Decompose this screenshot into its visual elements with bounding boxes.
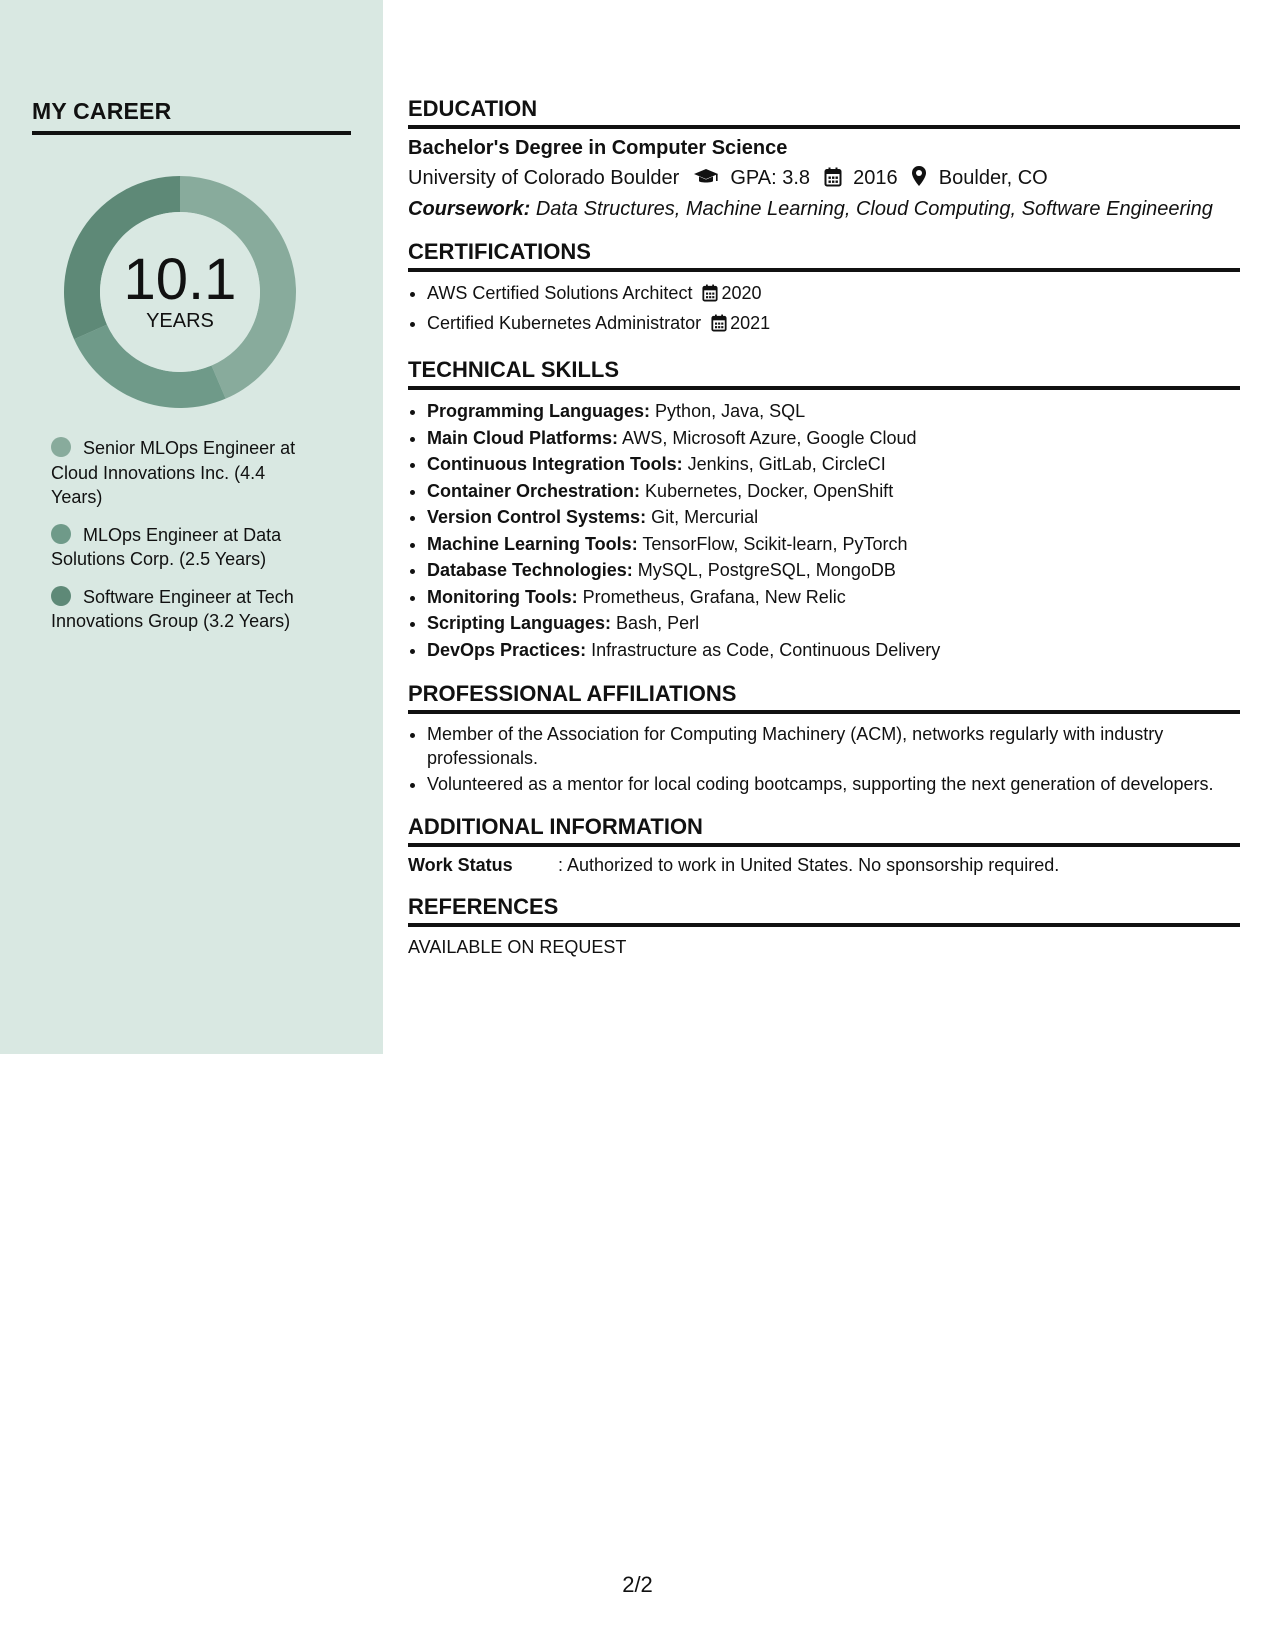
skill-value: MySQL, PostgreSQL, MongoDB xyxy=(637,560,896,580)
skill-item xyxy=(427,425,1240,452)
skill-label: Monitoring Tools: xyxy=(427,586,578,607)
skill-value: Infrastructure as Code, Continuous Delivery xyxy=(591,639,941,660)
graduation-cap-icon xyxy=(693,167,719,193)
skill-label: DevOps Practices: xyxy=(427,639,587,660)
skills-title: TECHNICAL SKILLS xyxy=(408,357,1240,390)
page-number: 2/2 xyxy=(622,1572,653,1597)
skill-label: Database Technologies: xyxy=(427,560,633,580)
skill-value: Kubernetes, Docker, OpenShift xyxy=(645,480,894,501)
career-legend-item xyxy=(51,523,321,572)
skill-label: Container Orchestration: xyxy=(427,480,641,501)
skill-item xyxy=(427,478,1240,505)
education-year: 2016 xyxy=(853,167,898,189)
skill-value: Jenkins, GitLab, CircleCI xyxy=(687,454,886,474)
additional-info-section xyxy=(408,814,1240,876)
affiliation-item: • Member of the Association for Computing Machinery (ACM), networks regularly with industry professionals. xyxy=(427,722,1240,770)
certification-item xyxy=(427,310,1240,340)
career-sidebar xyxy=(0,0,383,1054)
location-pin-icon xyxy=(911,165,927,193)
additional-info-title: ADDITIONAL INFORMATION xyxy=(408,814,1240,847)
references-section xyxy=(408,894,1240,958)
skill-value: Python, Java, SQL xyxy=(655,401,806,421)
skill-item xyxy=(427,398,1240,425)
main-content xyxy=(408,96,1240,958)
skill-item xyxy=(427,531,1240,558)
education-location: Boulder, CO xyxy=(938,167,1048,189)
skill-value: Bash, Perl xyxy=(616,613,700,633)
references-text: AVAILABLE ON REQUEST xyxy=(408,937,627,957)
career-legend-label: Software Engineer at Tech Innovations Group (3.2 Years) xyxy=(51,586,294,631)
skill-label: Version Control Systems: xyxy=(427,507,647,527)
education-school: University of Colorado Boulder xyxy=(408,167,680,189)
certification-year: 2020 xyxy=(721,283,762,303)
skill-item xyxy=(427,584,1240,611)
career-legend-item xyxy=(51,436,321,510)
skill-item xyxy=(427,451,1240,478)
legend-dot xyxy=(51,437,71,457)
certification-year: 2021 xyxy=(730,312,771,333)
affiliations-title: PROFESSIONAL AFFILIATIONS xyxy=(408,681,1240,714)
references-title: REFERENCES xyxy=(408,894,1240,927)
career-legend-label: Senior MLOps Engineer at Cloud Innovations Inc. (4.4 Years) xyxy=(51,438,296,507)
skill-item xyxy=(427,557,1240,584)
skill-label: Scripting Languages: xyxy=(427,613,612,633)
skill-value: Prometheus, Grafana, New Relic xyxy=(582,586,846,607)
education-degree: Bachelor's Degree in Computer Science xyxy=(408,137,788,159)
career-total-years: 10.1 xyxy=(123,247,237,312)
skill-label: Continuous Integration Tools: xyxy=(427,454,683,474)
calendar-icon xyxy=(711,313,727,340)
education-gpa: GPA: 3.8 xyxy=(730,167,811,189)
skills-section xyxy=(408,357,1240,663)
skill-item xyxy=(427,504,1240,531)
career-legend-label: MLOps Engineer at Data Solutions Corp. (2.5 Years) xyxy=(51,524,282,569)
skill-value: TensorFlow, Scikit-learn, PyTorch xyxy=(642,533,908,554)
skills-list xyxy=(408,398,1240,663)
career-legend xyxy=(51,436,321,647)
calendar-icon xyxy=(824,167,842,193)
skill-value: AWS, Microsoft Azure, Google Cloud xyxy=(622,427,917,448)
career-legend-item xyxy=(51,585,321,634)
certifications-section xyxy=(408,239,1240,339)
legend-dot xyxy=(51,586,71,606)
skill-label: Main Cloud Platforms: xyxy=(427,427,619,448)
work-status-label: Work Status xyxy=(408,855,513,875)
skill-item xyxy=(427,610,1240,637)
skill-label: Programming Languages: xyxy=(427,401,651,421)
education-title: EDUCATION xyxy=(408,96,1240,129)
work-status-value: : Authorized to work in United States. No sponsorship required. xyxy=(558,855,1060,875)
work-status-row xyxy=(408,855,1240,876)
legend-dot xyxy=(51,524,71,544)
skill-value: Git, Mercurial xyxy=(651,507,759,527)
affiliation-item: • Volunteered as a mentor for local coding bootcamps, supporting the next generation of developers. xyxy=(427,772,1240,796)
certifications-title: CERTIFICATIONS xyxy=(408,239,1240,272)
education-details xyxy=(408,165,1240,193)
affiliations-section xyxy=(408,681,1240,796)
certification-name: Certified Kubernetes Administrator xyxy=(427,312,702,333)
coursework-value: Data Structures, Machine Learning, Cloud Computing, Software Engineering xyxy=(535,198,1213,220)
certification-name: AWS Certified Solutions Architect xyxy=(427,283,693,303)
affiliations-list xyxy=(408,722,1240,796)
certifications-list xyxy=(408,280,1240,339)
skill-item xyxy=(427,637,1240,664)
education-coursework xyxy=(408,198,1240,221)
calendar-icon xyxy=(702,283,718,310)
skill-label: Machine Learning Tools: xyxy=(427,533,638,554)
education-section xyxy=(408,96,1240,221)
career-title: MY CAREER xyxy=(32,98,351,135)
coursework-label: Coursework: xyxy=(408,198,531,220)
career-total-unit: YEARS xyxy=(146,310,214,332)
certification-item xyxy=(427,280,1240,310)
